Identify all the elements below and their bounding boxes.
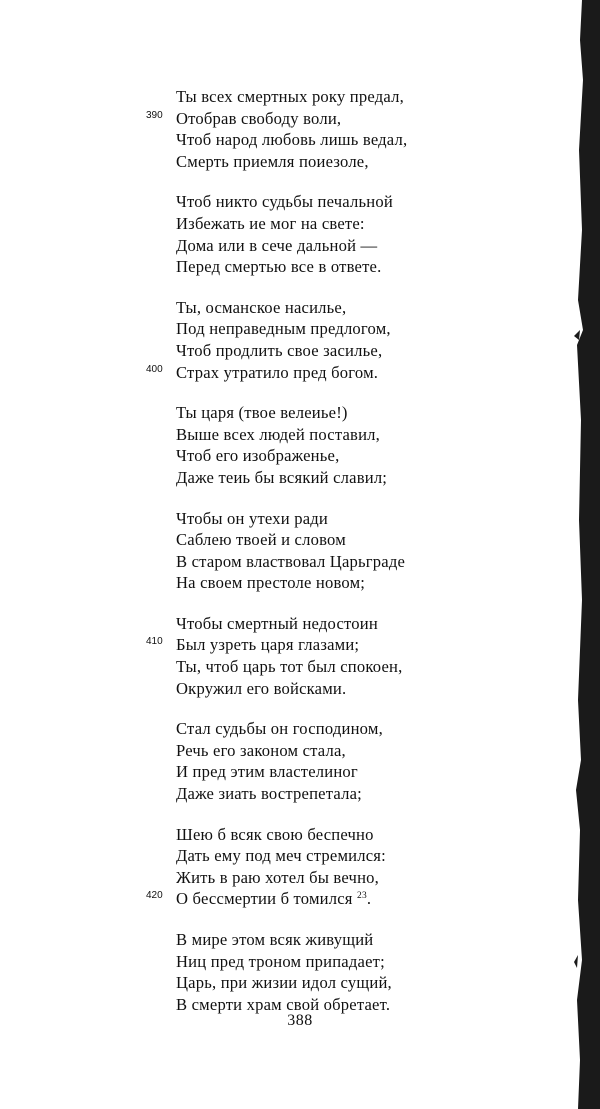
line-text: В мире этом всяк живущий xyxy=(176,930,374,949)
line-text: На своем престоле новом; xyxy=(176,573,366,593)
line-text: Царь, при жизии идол сущий, xyxy=(176,973,392,993)
line-text: Окружил его войсками. xyxy=(176,678,347,698)
line-text: Чтоб народ любовь лишь ведал, xyxy=(176,130,408,150)
poem-line xyxy=(176,297,536,319)
poem-line xyxy=(176,86,536,108)
line-text: Стал судьбы он господином, xyxy=(176,719,383,739)
line-number: 410 xyxy=(146,636,163,648)
footnote-marker[interactable]: 23 xyxy=(357,891,367,902)
line-text: Даже теиь бы всякий славил; xyxy=(176,467,388,487)
poem-line xyxy=(176,656,536,678)
line-text: В смерти храм свой обретает. xyxy=(176,994,391,1014)
poem-line xyxy=(176,929,536,951)
poem-line xyxy=(146,108,536,130)
line-text: Перед смертью все в ответе. xyxy=(176,257,382,277)
poem-line xyxy=(176,740,536,762)
line-text: И пред этим властелиног xyxy=(176,762,358,782)
poem-line xyxy=(176,613,536,635)
stanza xyxy=(176,929,536,1015)
poem-line xyxy=(176,129,536,151)
line-text: Ты всех смертных року предал, xyxy=(176,87,404,106)
stanza xyxy=(176,508,536,594)
stanza xyxy=(176,191,536,277)
line-text: Чтоб никто судьбы печальной xyxy=(176,192,393,212)
poem-line xyxy=(176,508,536,530)
poem-line xyxy=(176,402,536,424)
poem-line xyxy=(176,467,536,489)
poem-line xyxy=(176,213,536,235)
line-text: Ты, османское насилье, xyxy=(176,297,347,317)
line-text: Ты, чтоб царь тот был спокоен, xyxy=(176,657,403,677)
line-text: Саблею твоей и словом xyxy=(176,530,346,550)
line-text: Был узреть царя глазами; xyxy=(176,635,360,655)
line-text: Отобрав свободу воли, xyxy=(176,108,342,128)
poem-line xyxy=(176,783,536,805)
line-text: Шею б всяк свою беспечно xyxy=(176,824,374,844)
poem-line xyxy=(176,256,536,278)
line-text: Чтобы смертный недостоин xyxy=(176,613,378,633)
poem-text xyxy=(146,86,536,1034)
line-text: Под неправедным предлогом, xyxy=(176,319,391,339)
poem-line xyxy=(176,235,536,257)
scanned-page-edge xyxy=(574,0,600,1109)
page-number: 388 xyxy=(287,1012,313,1029)
stanza xyxy=(146,613,536,699)
stanza xyxy=(146,86,536,172)
poem-line xyxy=(176,151,536,173)
line-text: В старом властвовал Царьграде xyxy=(176,551,406,571)
poem-line xyxy=(176,529,536,551)
line-text: О бессмертии б томился xyxy=(176,889,353,909)
line-text: Смерть приемля поиезоле, xyxy=(176,151,369,171)
line-text: Даже зиать вострепетала; xyxy=(176,784,362,804)
poem-line xyxy=(176,718,536,740)
poem-line xyxy=(176,761,536,783)
stanza xyxy=(146,297,536,383)
poem-line xyxy=(146,634,536,656)
line-text: Выше всех людей поставил, xyxy=(176,424,380,444)
poem-line xyxy=(176,824,536,846)
poem-line xyxy=(176,972,536,994)
stanza xyxy=(176,402,536,488)
line-number: 420 xyxy=(146,890,163,902)
line-text: Страх утратило пред богом. xyxy=(176,362,379,382)
poem-line xyxy=(176,318,536,340)
poem-line xyxy=(176,340,536,362)
poem-line xyxy=(176,572,536,594)
line-text: Жить в раю хотел бы вечно, xyxy=(176,867,379,887)
line-number: 390 xyxy=(146,109,163,121)
line-text: Чтобы он утехи ради xyxy=(176,508,328,528)
poem-line xyxy=(176,191,536,213)
stanza xyxy=(146,824,536,910)
poem-line xyxy=(176,445,536,467)
poem-line xyxy=(176,678,536,700)
line-text: Чтоб его изображенье, xyxy=(176,446,340,466)
poem-line xyxy=(146,362,536,384)
line-text: Чтоб продлить свое засилье, xyxy=(176,340,383,360)
poem-line xyxy=(176,845,536,867)
poem-line xyxy=(146,888,536,910)
line-text: Ниц пред троном припадает; xyxy=(176,951,385,971)
line-text: Дома или в сече дальной — xyxy=(176,235,378,255)
line-number: 400 xyxy=(146,363,163,375)
poem-line xyxy=(176,951,536,973)
stanza xyxy=(176,718,536,804)
line-text: Дать ему под меч стремился: xyxy=(176,846,386,866)
line-text: Избежать ие мог на свете: xyxy=(176,213,365,233)
line-text: Ты царя (твое велеиье!) xyxy=(176,403,348,423)
poem-line xyxy=(176,424,536,446)
line-text: Речь его законом стала, xyxy=(176,740,346,760)
poem-line xyxy=(176,551,536,573)
line-punctuation: . xyxy=(366,889,372,909)
poem-line xyxy=(176,867,536,889)
